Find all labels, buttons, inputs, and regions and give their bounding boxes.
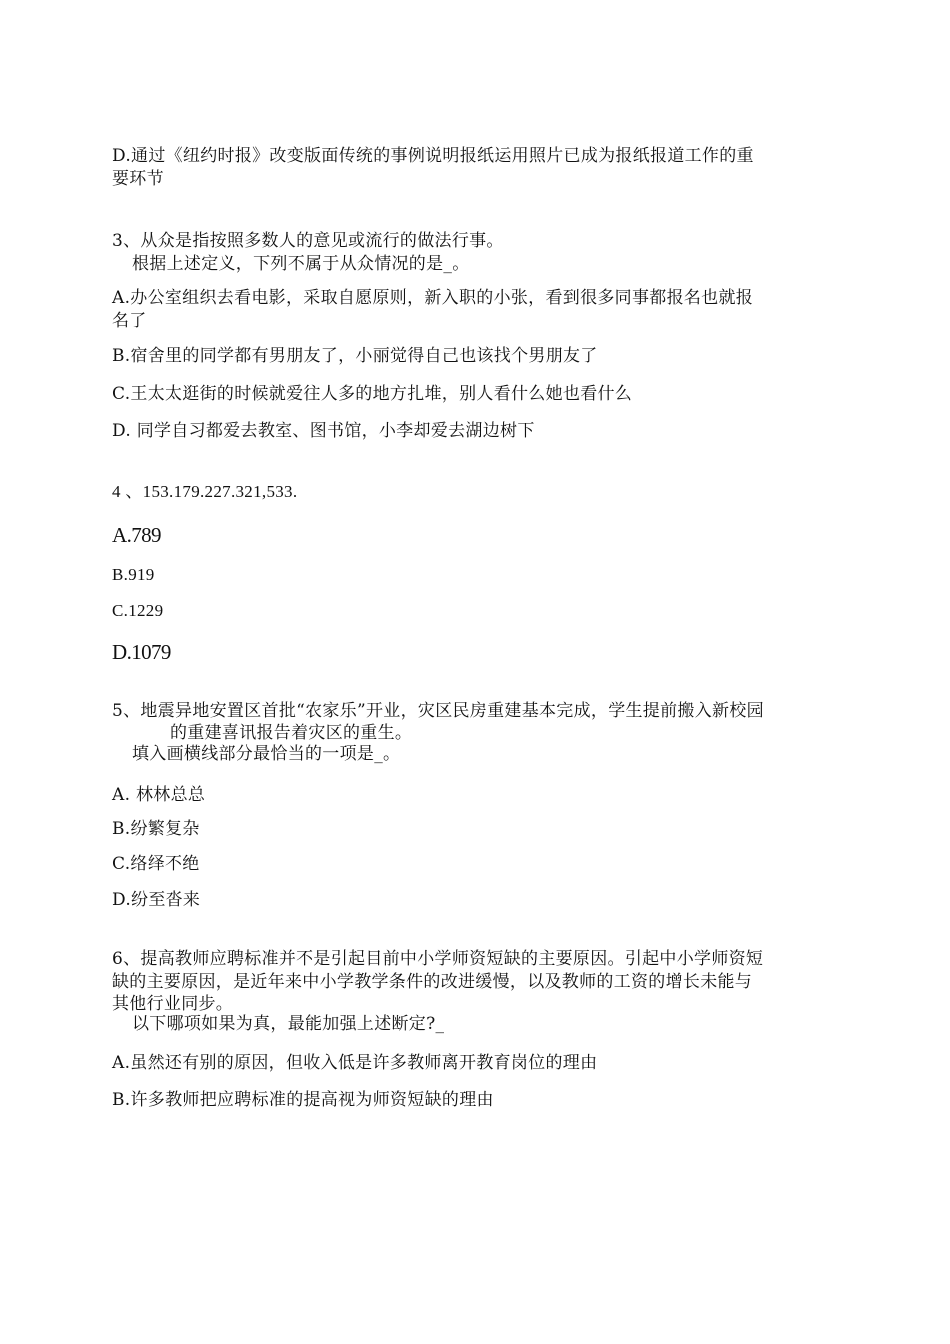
q3-option-c: C.王太太逛街的时候就爱往人多的地方扎堆，别人看什么她也看什么: [112, 384, 633, 404]
q5-option-c: C.络绎不绝: [112, 854, 200, 874]
q2-option-d-line1: D.通过《纽约时报》改变版面传统的事例说明报纸运用照片已成为报纸报道工作的重: [112, 146, 754, 166]
q4-option-c: C.1229: [112, 601, 164, 620]
q4-option-d: D.1079: [112, 640, 171, 664]
q3-option-a-line2: 名了: [112, 311, 147, 331]
q3-option-d: D. 同学自习都爱去教室、图书馆，小李却爱去湖边树下: [112, 421, 535, 441]
q2-option-d-line2: 要环节: [112, 169, 164, 189]
q5-stem-line1: 5、地震异地安置区首批“农家乐”开业，灾区民房重建基本完成，学生提前搬入新校园: [112, 701, 764, 721]
q3-stem: 3、从众是指按照多数人的意见或流行的做法行事。: [112, 231, 504, 251]
q6-option-b: B.许多教师把应聘标准的提高视为师资短缺的理由: [112, 1090, 494, 1110]
q3-prompt: 根据上述定义，下列不属于从众情况的是_。: [132, 254, 470, 274]
q4-option-b: B.919: [112, 565, 155, 584]
q4-option-a: A.789: [112, 523, 161, 547]
q5-option-a: A. 林林总总: [112, 785, 206, 805]
q5-option-b: B.纷繁复杂: [112, 819, 200, 839]
q6-prompt: 以下哪项如果为真，最能加强上述断定?_: [132, 1014, 445, 1034]
q5-option-d: D.纷至沓来: [112, 890, 201, 910]
q6-stem-line3: 其他行业同步。: [112, 994, 234, 1014]
q6-stem-line2: 缺的主要原因，是近年来中小学教学条件的改进缓慢，以及教师的工资的增长未能与: [112, 972, 753, 992]
q6-stem-line1: 6、提高教师应聘标准并不是引起目前中小学师资短缺的主要原因。引起中小学师资短: [112, 949, 764, 969]
q5-stem-line2: 的重建喜讯报告着灾区的重生。: [170, 723, 413, 743]
q5-prompt: 填入画横线部分最恰当的一项是_。: [132, 744, 401, 764]
q3-option-b: B.宿舍里的同学都有男朋友了，小丽觉得自己也该找个男朋友了: [112, 346, 598, 366]
q4-stem: 4 、153.179.227.321,533.: [112, 482, 298, 501]
q6-option-a: A.虽然还有别的原因，但收入低是许多教师离开教育岗位的理由: [112, 1053, 598, 1073]
q3-option-a-line1: A.办公室组织去看电影，采取自愿原则，新入职的小张，看到很多同事都报名也就报: [112, 288, 754, 308]
